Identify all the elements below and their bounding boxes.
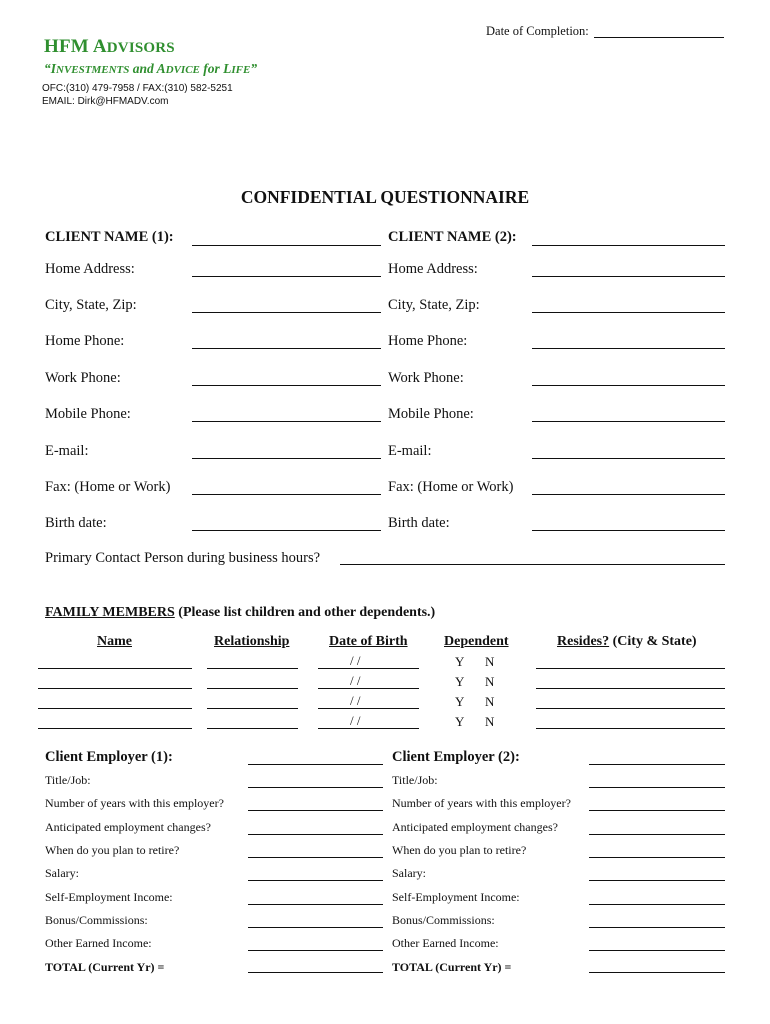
dependent-no-option[interactable]: N xyxy=(485,674,495,689)
family-col-name: Name xyxy=(97,634,132,649)
e-mail-1-field[interactable] xyxy=(192,458,381,459)
work-phone-2-label: Work Phone: xyxy=(388,370,464,386)
family-col-resides-label: Resides? xyxy=(557,634,610,649)
email-address: EMAIL: Dirk@HFMADV.com xyxy=(42,96,169,107)
date-of-completion-field[interactable] xyxy=(594,37,724,38)
dependent-yes-option[interactable]: Y xyxy=(455,654,465,669)
city-state-zip-1-field[interactable] xyxy=(192,312,381,313)
salary-1-label: Salary: xyxy=(45,866,79,880)
anticipated-employment-changes-2-field[interactable] xyxy=(589,834,725,835)
dependent-yes-option[interactable]: Y xyxy=(455,674,465,689)
mobile-phone-2-label: Mobile Phone: xyxy=(388,406,474,422)
family-relationship-field[interactable] xyxy=(207,668,298,669)
birth-date-1-field[interactable] xyxy=(192,530,381,531)
primary-contact-label: Primary Contact Person during business hours? xyxy=(45,550,321,566)
number-of-years-with-this-employer-1-label: Number of years with this employer? xyxy=(45,796,224,810)
anticipated-employment-changes-1-field[interactable] xyxy=(248,834,383,835)
fax-home-or-work-2-field[interactable] xyxy=(532,494,725,495)
family-dob-field[interactable] xyxy=(318,688,419,689)
title-job-1-field[interactable] xyxy=(248,787,383,788)
when-do-you-plan-to-retire-1-label: When do you plan to retire? xyxy=(45,843,180,857)
anticipated-employment-changes-2-label: Anticipated employment changes? xyxy=(392,820,558,834)
home-phone-1-label: Home Phone: xyxy=(45,333,125,349)
family-col-resides-detail: (City & State) xyxy=(609,634,697,649)
number-of-years-with-this-employer-1-field[interactable] xyxy=(248,810,383,811)
family-members-heading xyxy=(45,603,435,621)
slogan-for: for L xyxy=(199,61,232,76)
other-earned-income-2-label: Other Earned Income: xyxy=(392,936,499,950)
dependent-no-option[interactable]: N xyxy=(485,654,495,669)
office-fax-numbers: OFC:(310) 479-7958 / FAX:(310) 582-5251 xyxy=(42,83,233,94)
work-phone-1-field[interactable] xyxy=(192,385,381,386)
family-col-relationship: Relationship xyxy=(214,634,290,649)
home-address-2-field[interactable] xyxy=(532,276,725,277)
anticipated-employment-changes-1-label: Anticipated employment changes? xyxy=(45,820,211,834)
slogan-investments: NVESTMENTS xyxy=(56,64,130,76)
birth-date-2-field[interactable] xyxy=(532,530,725,531)
e-mail-1-label: E-mail: xyxy=(45,443,89,459)
total-current-year-2-field[interactable] xyxy=(589,972,725,973)
mobile-phone-1-field[interactable] xyxy=(192,421,381,422)
date-of-completion-label: Date of Completion: xyxy=(486,24,589,38)
total-current-year-1-field[interactable] xyxy=(248,972,383,973)
fax-home-or-work-2-label: Fax: (Home or Work) xyxy=(388,479,514,495)
family-resides-field[interactable] xyxy=(536,708,725,709)
slogan-close: ” xyxy=(250,61,258,76)
family-col-dependent: Dependent xyxy=(444,634,509,649)
salary-2-field[interactable] xyxy=(589,880,725,881)
company-name-part2: DVISORS xyxy=(106,40,175,56)
title-job-2-label: Title/Job: xyxy=(392,773,438,787)
self-employment-income-2-label: Self-Employment Income: xyxy=(392,890,520,904)
company-slogan xyxy=(44,61,257,77)
family-name-field[interactable] xyxy=(38,708,192,709)
family-dob-field[interactable] xyxy=(318,708,419,709)
number-of-years-with-this-employer-2-label: Number of years with this employer? xyxy=(392,796,571,810)
self-employment-income-2-field[interactable] xyxy=(589,904,725,905)
family-relationship-field[interactable] xyxy=(207,728,298,729)
home-address-2-label: Home Address: xyxy=(388,261,478,277)
home-phone-1-field[interactable] xyxy=(192,348,381,349)
home-address-1-label: Home Address: xyxy=(45,261,135,277)
family-resides-field[interactable] xyxy=(536,688,725,689)
family-dob-slashes: / / xyxy=(350,713,361,728)
dependent-no-option[interactable]: N xyxy=(485,714,495,729)
family-relationship-field[interactable] xyxy=(207,708,298,709)
total-current-year-2-label: TOTAL (Current Yr) = xyxy=(392,960,512,974)
page-title: CONFIDENTIAL QUESTIONNAIRE xyxy=(240,187,530,207)
bonus-commissions-2-field[interactable] xyxy=(589,927,725,928)
work-phone-1-label: Work Phone: xyxy=(45,370,121,386)
company-name-part1: HFM A xyxy=(44,36,107,57)
primary-contact-field[interactable] xyxy=(340,564,725,565)
family-name-field[interactable] xyxy=(38,688,192,689)
birth-date-2-label: Birth date: xyxy=(388,515,450,531)
total-current-year-1-label: TOTAL (Current Yr) = xyxy=(45,960,165,974)
mobile-phone-1-label: Mobile Phone: xyxy=(45,406,131,422)
other-earned-income-2-field[interactable] xyxy=(589,950,725,951)
family-members-title: FAMILY MEMBERS xyxy=(45,605,175,620)
slogan-life: IFE xyxy=(231,64,251,76)
family-col-dob: Date of Birth xyxy=(329,634,408,649)
dependent-yes-option[interactable]: Y xyxy=(455,694,465,709)
slogan-and: and A xyxy=(129,61,166,76)
client-name-1-label: CLIENT NAME (1): xyxy=(45,229,174,245)
e-mail-2-label: E-mail: xyxy=(388,443,432,459)
home-phone-2-field[interactable] xyxy=(532,348,725,349)
city-state-zip-2-field[interactable] xyxy=(532,312,725,313)
family-dob-slashes: / / xyxy=(350,693,361,708)
title-job-1-label: Title/Job: xyxy=(45,773,91,787)
number-of-years-with-this-employer-2-field[interactable] xyxy=(589,810,725,811)
mobile-phone-2-field[interactable] xyxy=(532,421,725,422)
salary-1-field[interactable] xyxy=(248,880,383,881)
family-dob-slashes: / / xyxy=(350,673,361,688)
other-earned-income-1-label: Other Earned Income: xyxy=(45,936,152,950)
family-resides-field[interactable] xyxy=(536,728,725,729)
client-employer-2-field[interactable] xyxy=(589,764,725,765)
birth-date-1-label: Birth date: xyxy=(45,515,107,531)
bonus-commissions-1-label: Bonus/Commissions: xyxy=(45,913,148,927)
fax-home-or-work-1-field[interactable] xyxy=(192,494,381,495)
home-address-1-field[interactable] xyxy=(192,276,381,277)
slogan-advice: DVICE xyxy=(165,64,200,76)
city-state-zip-2-label: City, State, Zip: xyxy=(388,297,480,313)
family-relationship-field[interactable] xyxy=(207,688,298,689)
when-do-you-plan-to-retire-1-field[interactable] xyxy=(248,857,383,858)
home-phone-2-label: Home Phone: xyxy=(388,333,468,349)
city-state-zip-1-label: City, State, Zip: xyxy=(45,297,137,313)
bonus-commissions-2-label: Bonus/Commissions: xyxy=(392,913,495,927)
client-employer-2-label: Client Employer (2): xyxy=(392,749,520,765)
e-mail-2-field[interactable] xyxy=(532,458,725,459)
family-members-subtitle: (Please list children and other dependents.) xyxy=(174,605,436,620)
slogan-open: “I xyxy=(44,61,57,76)
client-name-2-field[interactable] xyxy=(532,245,725,246)
work-phone-2-field[interactable] xyxy=(532,385,725,386)
dependent-no-option[interactable]: N xyxy=(485,694,495,709)
salary-2-label: Salary: xyxy=(392,866,426,880)
client-name-1-field[interactable] xyxy=(192,245,381,246)
bonus-commissions-1-field[interactable] xyxy=(248,927,383,928)
family-resides-field[interactable] xyxy=(536,668,725,669)
client-employer-1-label: Client Employer (1): xyxy=(45,749,173,765)
other-earned-income-1-field[interactable] xyxy=(248,950,383,951)
fax-home-or-work-1-label: Fax: (Home or Work) xyxy=(45,479,171,495)
family-name-field[interactable] xyxy=(38,728,192,729)
title-job-2-field[interactable] xyxy=(589,787,725,788)
when-do-you-plan-to-retire-2-label: When do you plan to retire? xyxy=(392,843,527,857)
self-employment-income-1-label: Self-Employment Income: xyxy=(45,890,173,904)
family-name-field[interactable] xyxy=(38,668,192,669)
when-do-you-plan-to-retire-2-field[interactable] xyxy=(589,857,725,858)
client-name-2-label: CLIENT NAME (2): xyxy=(388,229,517,245)
family-dob-field[interactable] xyxy=(318,668,419,669)
family-col-resides xyxy=(557,634,697,650)
self-employment-income-1-field[interactable] xyxy=(248,904,383,905)
family-dob-slashes: / / xyxy=(350,653,361,668)
family-dob-field[interactable] xyxy=(318,728,419,729)
dependent-yes-option[interactable]: Y xyxy=(455,714,465,729)
company-name xyxy=(44,36,175,58)
client-employer-1-field[interactable] xyxy=(248,764,383,765)
